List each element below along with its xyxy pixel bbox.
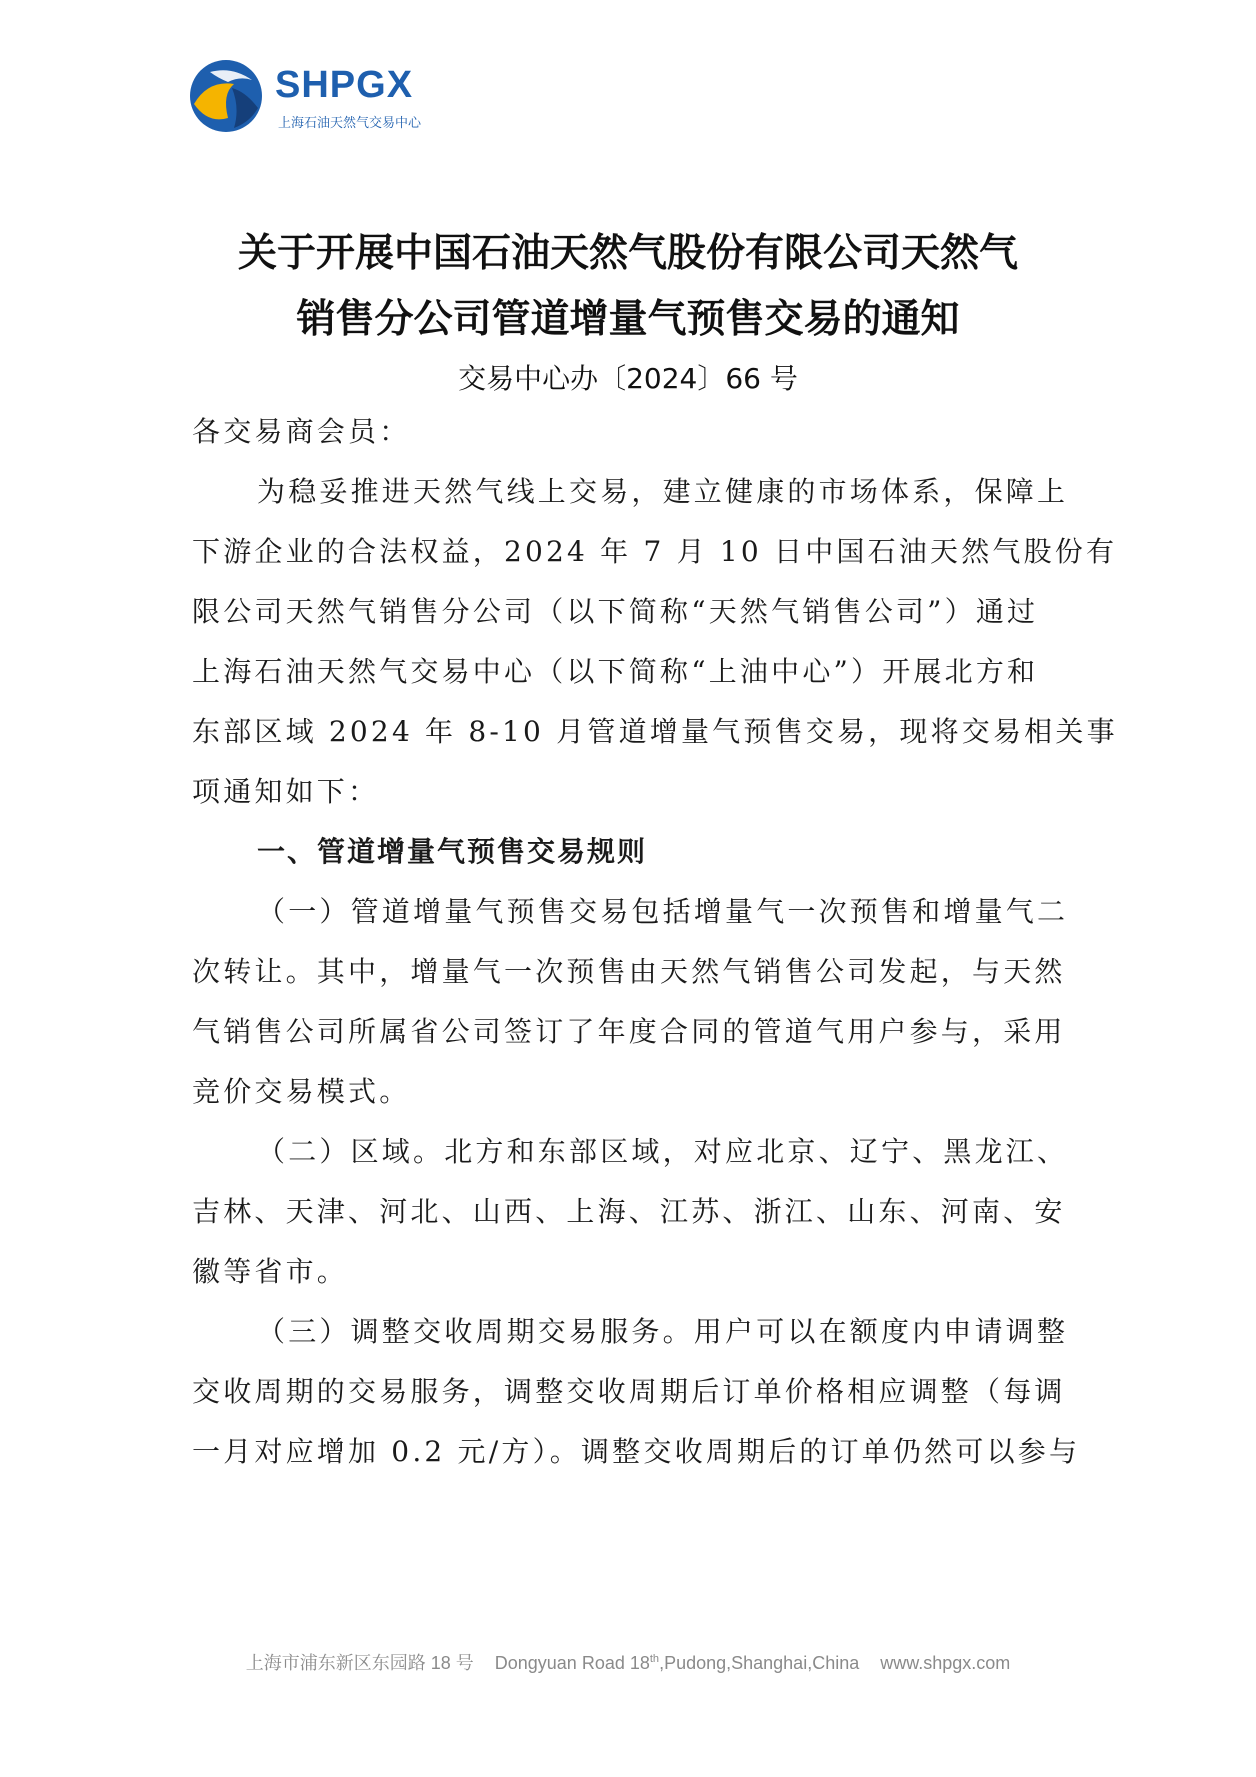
- body-line: 次转让。其中，增量气一次预售由天然气销售公司发起，与天然: [192, 955, 1066, 988]
- body-line: 为稳妥推进天然气线上交易，建立健康的市场体系，保障上: [257, 475, 1069, 508]
- body-line: 徽等省市。: [192, 1255, 349, 1288]
- footer-address-cn: 上海市浦东新区东园路 18 号: [245, 1653, 474, 1673]
- logo-subtitle: 上海石油天然气交易中心: [278, 116, 422, 131]
- body-line: （二）区域。北方和东部区域，对应北京、辽宁、黑龙江、: [257, 1135, 1069, 1168]
- document-title-line-1: 关于开展中国石油天然气股份有限公司天然气: [237, 231, 1018, 276]
- document-number: 交易中心办〔2024〕66 号: [458, 362, 798, 395]
- footer-address-en-prefix: Dongyuan Road 18: [494, 1653, 650, 1673]
- document-title-line-2: 销售分公司管道增量气预售交易的通知: [296, 297, 960, 342]
- body-line: 气销售公司所属省公司签订了年度合同的管道气用户参与，采用: [192, 1015, 1066, 1048]
- body-line: 吉林、天津、河北、山西、上海、江苏、浙江、山东、河南、安: [192, 1195, 1066, 1228]
- footer-address-en-sup: th: [649, 1653, 660, 1665]
- body-line: 项通知如下：: [192, 775, 380, 808]
- salutation: 各交易商会员：: [192, 415, 411, 448]
- page-footer: [0, 1649, 1256, 1675]
- body-line: 上海石油天然气交易中心（以下简称“上油中心”）开展北方和: [192, 655, 1039, 688]
- logo-text: SHPGX: [275, 64, 414, 106]
- footer-website-link[interactable]: www.shpgx.com: [880, 1653, 1011, 1673]
- section-heading: 一、管道增量气预售交易规则: [257, 835, 648, 868]
- footer-address-en-suffix: ,Pudong,Shanghai,China: [659, 1653, 860, 1673]
- body-line: （三）调整交收周期交易服务。用户可以在额度内申请调整: [257, 1315, 1069, 1348]
- body-line: （一）管道增量气预售交易包括增量气一次预售和增量气二: [257, 895, 1069, 928]
- body-line: 限公司天然气销售分公司（以下简称“天然气销售公司”）通过: [192, 595, 1039, 628]
- shpgx-logo-icon: [188, 58, 264, 134]
- body-line: 交收周期的交易服务，调整交收周期后订单价格相应调整（每调: [192, 1375, 1066, 1408]
- body-line: 一月对应增加 0.2 元/方）。调整交收周期后的订单仍然可以参与: [192, 1435, 1081, 1468]
- footer-address-en: [495, 1653, 859, 1673]
- body-line: 竞价交易模式。: [192, 1075, 411, 1108]
- shpgx-logo: [188, 58, 448, 138]
- body-line: 下游企业的合法权益，2024 年 7 月 10 日中国石油天然气股份有: [192, 535, 1118, 568]
- body-line: 东部区域 2024 年 8-10 月管道增量气预售交易，现将交易相关事: [192, 715, 1118, 748]
